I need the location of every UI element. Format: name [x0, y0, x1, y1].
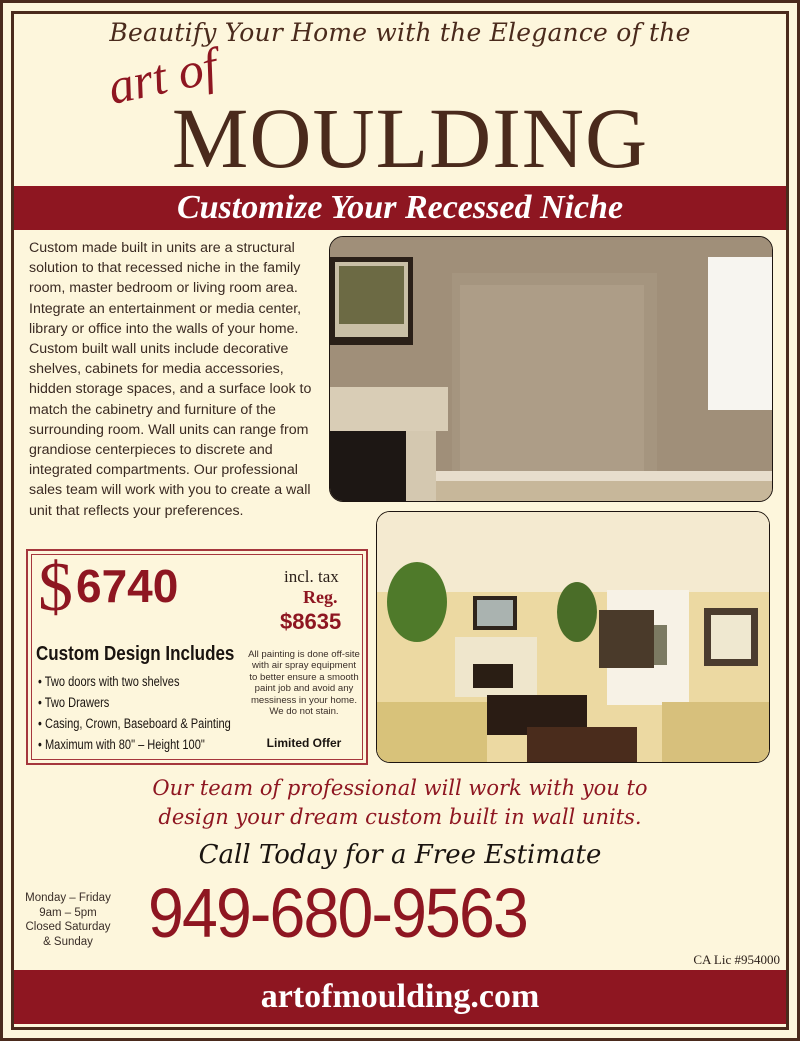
title-banner	[14, 186, 786, 230]
hours-line: & Sunday	[43, 935, 93, 948]
includes-title: Custom Design Includes	[36, 643, 235, 665]
niche-photo	[329, 236, 773, 502]
hours-line: Closed Saturday	[25, 921, 111, 933]
price-currency: $	[38, 549, 73, 626]
price-offer-box	[26, 549, 368, 765]
regular-price: $8635	[280, 609, 342, 634]
includes-item: • Two Drawers	[38, 695, 110, 710]
page-title: Customize Your Recessed Niche	[176, 189, 624, 226]
includes-list	[38, 671, 273, 755]
team-message-line-2: design your dream custom built in wall units.	[158, 805, 642, 829]
sale-price: 6740	[76, 560, 179, 612]
limited-offer-label: Limited Offer	[266, 736, 342, 750]
living-room-photo-image	[377, 512, 769, 762]
license-number: CA Lic #954000	[693, 952, 780, 967]
business-hours	[18, 891, 118, 949]
footer-banner	[14, 970, 786, 1024]
painting-note: All painting is done off-site with air spray equipment to better ensure a smooth paint job and avoid any messiness in your home. We do not stain.	[248, 649, 360, 718]
tagline: Beautify Your Home with the Elegance of the	[109, 18, 691, 47]
includes-item: • Two doors with two shelves	[38, 674, 180, 689]
phone-number[interactable]: 949-680-9563	[148, 874, 527, 952]
logo-art-of: art of	[102, 37, 222, 115]
intro-paragraph: Custom made built in units are a structural solution to that recessed niche in the family room, master bedroom or living room area. Integrate an entertainment or media center, library or office into the walls of your home. Custom built wall units include decorative shelves, cabinets for media accessories, hidden storage spaces, and a surface look to match the cabinetry and furniture of the surrounding room. Wall units can range from grandiose centerpieces to discrete and integrated compartments. Our professional sales team will work with you to create a wall unit that reflects your preferences.	[29, 240, 312, 519]
team-message	[0, 774, 800, 832]
regular-price-label: Reg.	[303, 587, 338, 607]
includes-item: • Casing, Crown, Baseboard & Painting	[38, 716, 231, 731]
team-message-line-1: Our team of professional will work with you to	[152, 776, 648, 800]
hours-line: 9am – 5pm	[39, 906, 97, 919]
logo-moulding: MOULDING	[171, 90, 649, 186]
niche-photo-image	[330, 237, 772, 501]
hours-line: Monday – Friday	[25, 892, 111, 904]
website-link[interactable]: artofmoulding.com	[260, 978, 540, 1015]
incl-tax-label: incl. tax	[284, 567, 339, 586]
living-room-photo	[376, 511, 770, 763]
call-today-heading: Call Today for a Free Estimate	[198, 840, 602, 870]
includes-item: • Maximum with 80" – Height 100"	[38, 737, 205, 752]
